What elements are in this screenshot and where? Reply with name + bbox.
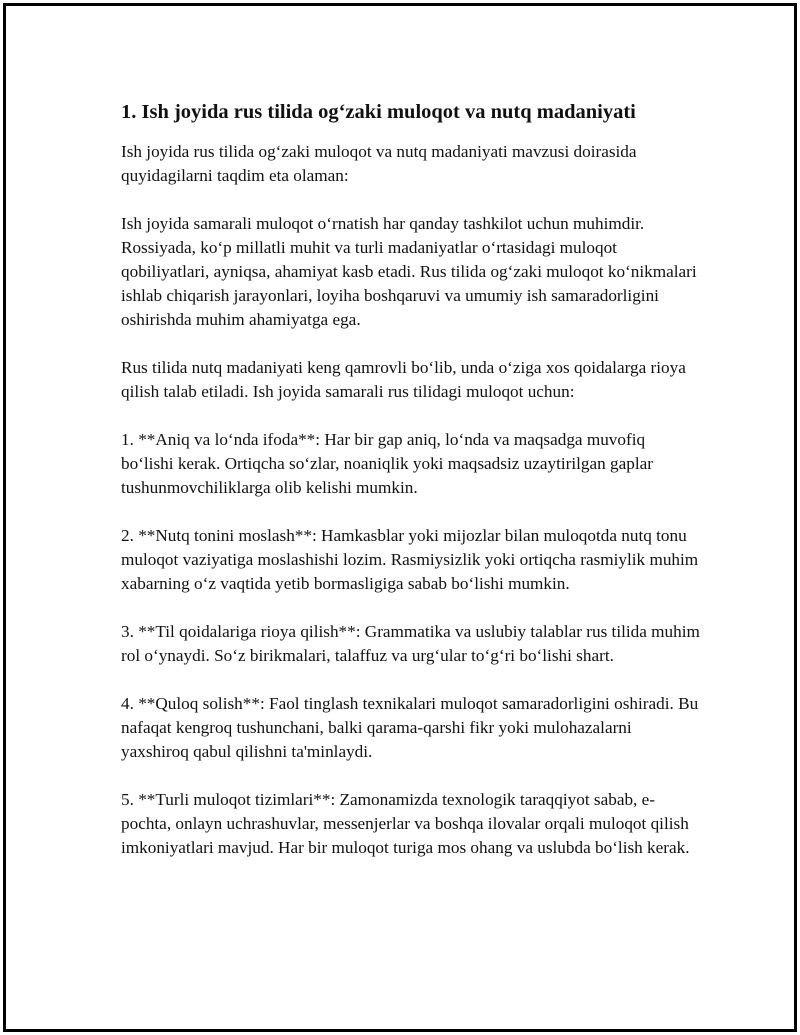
document-body	[121, 98, 701, 884]
list-item-2: 2. **Nutq tonini moslash**: Hamkasblar yoki mijozlar bilan muloqotda nutq tonu muloqot vaziyatiga moslashishi lozim. Rasmiysizlik yoki ortiqcha rasmiylik muhim xabarning o‘z vaqtida yetib bormasligiga sabab bo‘lishi mumkin.	[121, 526, 699, 593]
list-item-5: 5. **Turli muloqot tizimlari**: Zamonamizda texnologik taraqqiyot sabab, e-pochta, onlayn uchrashuvlar, messenjerlar va boshqa ilovalar orqali muloqot qilish imkoniyatlari mavjud. Har bir muloqot turiga mos ohang va uslubda bo‘lish kerak.	[121, 790, 690, 857]
list-item-3: 3. **Til qoidalariga rioya qilish**: Grammatika va uslubiy talablar rus tilida muhim rol o‘ynaydi. So‘z birikmalari, talaffuz va urg‘ular to‘g‘ri bo‘lishi shart.	[121, 622, 700, 665]
intro-paragraph: Ish joyida rus tilida og‘zaki muloqot va nutq madaniyati mavzusi doirasida quyidagilarni taqdim eta olaman:	[121, 142, 637, 185]
document-title: 1. Ish joyida rus tilida og‘zaki muloqot va nutq madaniyati	[121, 101, 636, 123]
page-frame	[3, 3, 797, 1032]
list-item-4: 4. **Quloq solish**: Faol tinglash texnikalari muloqot samaradorligini oshiradi. Bu nafaqat kengroq tushunchani, balki qarama-qarshi fikr yoki mulohazalarni yaxshiroq qabul qilishni ta'minlaydi.	[121, 694, 699, 761]
paragraph-speech-culture: Rus tilida nutq madaniyati keng qamrovli bo‘lib, unda o‘ziga xos qoidalarga rioya qilish talab etiladi. Ish joyida samarali rus tilidagi muloqot uchun:	[121, 358, 686, 401]
list-item-1: 1. **Aniq va lo‘nda ifoda**: Har bir gap aniq, lo‘nda va maqsadga muvofiq bo‘lishi kerak. Ortiqcha so‘zlar, noaniqlik yoki maqsadsiz uzaytirilgan gaplar tushunmovchiliklarga olib kelishi mumkin.	[121, 430, 653, 497]
paragraph-workplace-communication: Ish joyida samarali muloqot o‘rnatish har qanday tashkilot uchun muhimdir. Rossiyada, ko‘p millatli muhit va turli madaniyatlar o‘rtasidagi muloqot qobiliyatlari, ayniqsa, ahamiyat kasb etadi. Rus tilida og‘zaki muloqot ko‘nikmalari ishlab chiqarish jarayonlari, loyiha boshqaruvi va umumiy ish samaradorligini oshirishda muhim ahamiyatga ega.	[121, 214, 697, 329]
